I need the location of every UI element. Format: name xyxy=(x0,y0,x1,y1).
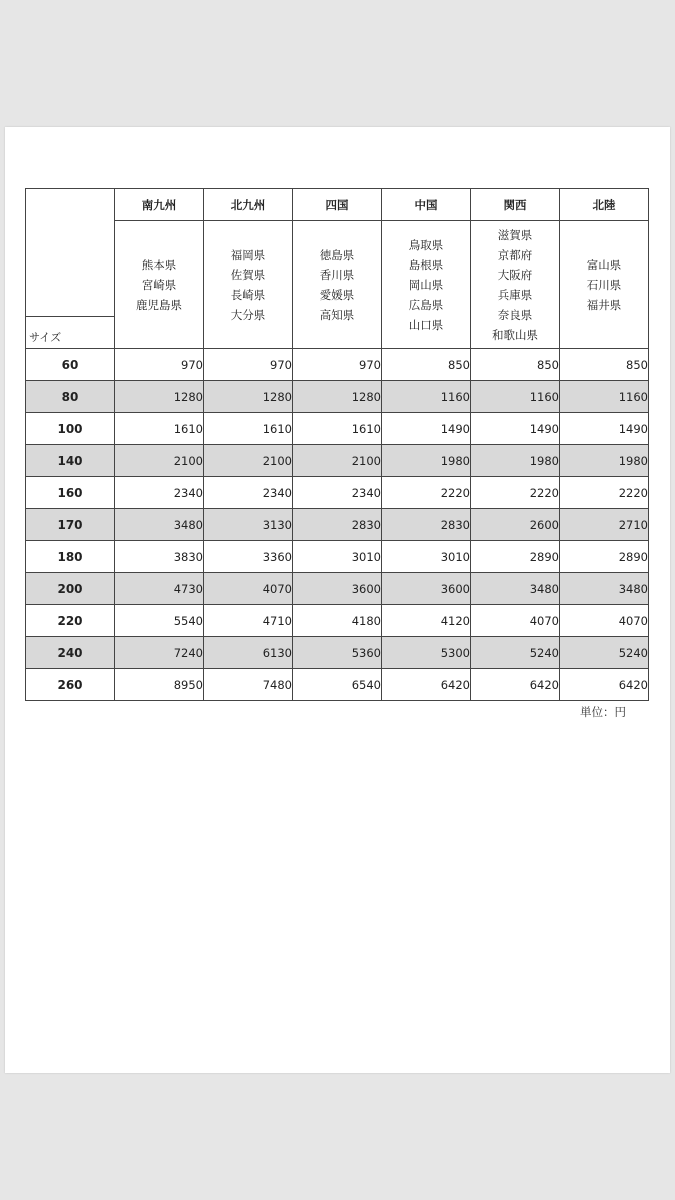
price-cell: 3360 xyxy=(204,541,293,573)
price-cell: 1160 xyxy=(471,381,560,413)
price-cell: 2220 xyxy=(560,477,649,509)
size-cell: 80 xyxy=(26,381,115,413)
price-cell: 4070 xyxy=(471,605,560,637)
unit-note: 単位：円 xyxy=(580,705,626,719)
price-cell: 5300 xyxy=(382,637,471,669)
prefecture-name: 福岡県 xyxy=(230,247,266,262)
prefecture-list xyxy=(204,221,293,349)
price-cell: 2830 xyxy=(293,509,382,541)
prefecture-list xyxy=(382,221,471,349)
size-cell: 60 xyxy=(26,349,115,381)
price-cell: 2340 xyxy=(293,477,382,509)
price-cell: 6130 xyxy=(204,637,293,669)
price-cell: 3600 xyxy=(382,573,471,605)
price-cell: 2220 xyxy=(471,477,560,509)
shipping-rate-table xyxy=(25,188,649,701)
price-cell: 5240 xyxy=(560,637,649,669)
table-row xyxy=(26,413,649,445)
price-cell: 3480 xyxy=(471,573,560,605)
size-cell: 180 xyxy=(26,541,115,573)
price-cell: 1490 xyxy=(382,413,471,445)
price-cell: 3600 xyxy=(293,573,382,605)
prefecture-name: 兵庫県 xyxy=(497,287,533,302)
table-row xyxy=(26,349,649,381)
table-row xyxy=(26,669,649,701)
price-cell: 3480 xyxy=(115,509,204,541)
size-cell: 160 xyxy=(26,477,115,509)
prefecture-name: 岡山県 xyxy=(408,277,444,292)
region-header: 北陸 xyxy=(560,189,649,221)
price-cell: 4710 xyxy=(204,605,293,637)
prefecture-name: 鹿児島県 xyxy=(136,297,182,312)
price-cell: 7240 xyxy=(115,637,204,669)
price-cell: 970 xyxy=(115,349,204,381)
price-cell: 1280 xyxy=(293,381,382,413)
price-cell: 970 xyxy=(293,349,382,381)
price-cell: 2710 xyxy=(560,509,649,541)
price-cell: 7480 xyxy=(204,669,293,701)
region-header: 四国 xyxy=(293,189,382,221)
prefecture-name: 広島県 xyxy=(408,297,444,312)
prefecture-name: 徳島県 xyxy=(319,247,355,262)
price-cell: 1280 xyxy=(204,381,293,413)
price-cell: 2890 xyxy=(471,541,560,573)
price-cell: 5240 xyxy=(471,637,560,669)
price-cell: 4180 xyxy=(293,605,382,637)
price-cell: 5360 xyxy=(293,637,382,669)
price-cell: 1280 xyxy=(115,381,204,413)
price-cell: 6420 xyxy=(560,669,649,701)
price-cell: 2100 xyxy=(115,445,204,477)
price-cell: 3010 xyxy=(382,541,471,573)
price-cell: 2600 xyxy=(471,509,560,541)
price-cell: 2830 xyxy=(382,509,471,541)
price-cell: 850 xyxy=(382,349,471,381)
price-cell: 3010 xyxy=(293,541,382,573)
prefecture-name: 富山県 xyxy=(586,257,622,272)
document-page xyxy=(5,127,670,1073)
prefecture-name: 島根県 xyxy=(408,257,444,272)
price-cell: 8950 xyxy=(115,669,204,701)
prefecture-name: 長崎県 xyxy=(230,287,266,302)
price-cell: 3480 xyxy=(560,573,649,605)
table-row xyxy=(26,573,649,605)
price-cell: 4070 xyxy=(204,573,293,605)
table-row xyxy=(26,477,649,509)
table-row xyxy=(26,605,649,637)
size-cell: 140 xyxy=(26,445,115,477)
prefecture-name: 和歌山県 xyxy=(492,327,538,342)
price-cell: 6420 xyxy=(471,669,560,701)
table-row xyxy=(26,509,649,541)
prefecture-name: 熊本県 xyxy=(141,257,177,272)
prefecture-list xyxy=(115,221,204,349)
size-cell: 100 xyxy=(26,413,115,445)
prefecture-name: 山口県 xyxy=(408,317,444,332)
price-cell: 2100 xyxy=(293,445,382,477)
size-cell: 240 xyxy=(26,637,115,669)
size-column-label: サイズ xyxy=(29,331,62,344)
size-cell: 170 xyxy=(26,509,115,541)
price-cell: 2220 xyxy=(382,477,471,509)
price-cell: 3130 xyxy=(204,509,293,541)
prefecture-name: 大阪府 xyxy=(497,267,533,282)
size-cell: 220 xyxy=(26,605,115,637)
price-cell: 1490 xyxy=(560,413,649,445)
price-cell: 4730 xyxy=(115,573,204,605)
price-cell: 4120 xyxy=(382,605,471,637)
prefecture-name: 福井県 xyxy=(586,297,622,312)
price-cell: 2340 xyxy=(204,477,293,509)
region-header-row xyxy=(26,189,649,221)
prefecture-name: 宮崎県 xyxy=(141,277,177,292)
price-cell: 1980 xyxy=(382,445,471,477)
price-cell: 2100 xyxy=(204,445,293,477)
prefecture-name: 鳥取県 xyxy=(408,237,444,252)
prefecture-list xyxy=(471,221,560,349)
price-cell: 1980 xyxy=(471,445,560,477)
price-cell: 6420 xyxy=(382,669,471,701)
corner-divider xyxy=(26,316,114,317)
price-cell: 6540 xyxy=(293,669,382,701)
prefecture-row xyxy=(26,221,649,349)
price-cell: 2890 xyxy=(560,541,649,573)
price-cell: 1490 xyxy=(471,413,560,445)
prefecture-list xyxy=(293,221,382,349)
price-cell: 1610 xyxy=(115,413,204,445)
region-header: 北九州 xyxy=(204,189,293,221)
prefecture-name: 石川県 xyxy=(586,277,622,292)
prefecture-name: 佐賀県 xyxy=(230,267,266,282)
price-cell: 3830 xyxy=(115,541,204,573)
table-row xyxy=(26,541,649,573)
price-cell: 1160 xyxy=(382,381,471,413)
price-cell: 1610 xyxy=(293,413,382,445)
prefecture-name: 高知県 xyxy=(319,307,355,322)
region-header: 関西 xyxy=(471,189,560,221)
price-cell: 1610 xyxy=(204,413,293,445)
table-row xyxy=(26,637,649,669)
corner-cell xyxy=(26,189,115,349)
prefecture-name: 京都府 xyxy=(497,247,533,262)
size-cell: 260 xyxy=(26,669,115,701)
table-row xyxy=(26,381,649,413)
region-header: 中国 xyxy=(382,189,471,221)
price-cell: 4070 xyxy=(560,605,649,637)
price-cell: 2340 xyxy=(115,477,204,509)
prefecture-list xyxy=(560,221,649,349)
price-cell: 970 xyxy=(204,349,293,381)
size-cell: 200 xyxy=(26,573,115,605)
price-cell: 5540 xyxy=(115,605,204,637)
prefecture-name: 香川県 xyxy=(319,267,355,282)
price-cell: 1980 xyxy=(560,445,649,477)
price-cell: 850 xyxy=(471,349,560,381)
region-header: 南九州 xyxy=(115,189,204,221)
table-row xyxy=(26,445,649,477)
prefecture-name: 奈良県 xyxy=(497,307,533,322)
price-cell: 850 xyxy=(560,349,649,381)
prefecture-name: 愛媛県 xyxy=(319,287,355,302)
price-cell: 1160 xyxy=(560,381,649,413)
prefecture-name: 大分県 xyxy=(230,307,266,322)
prefecture-name: 滋賀県 xyxy=(497,227,533,242)
